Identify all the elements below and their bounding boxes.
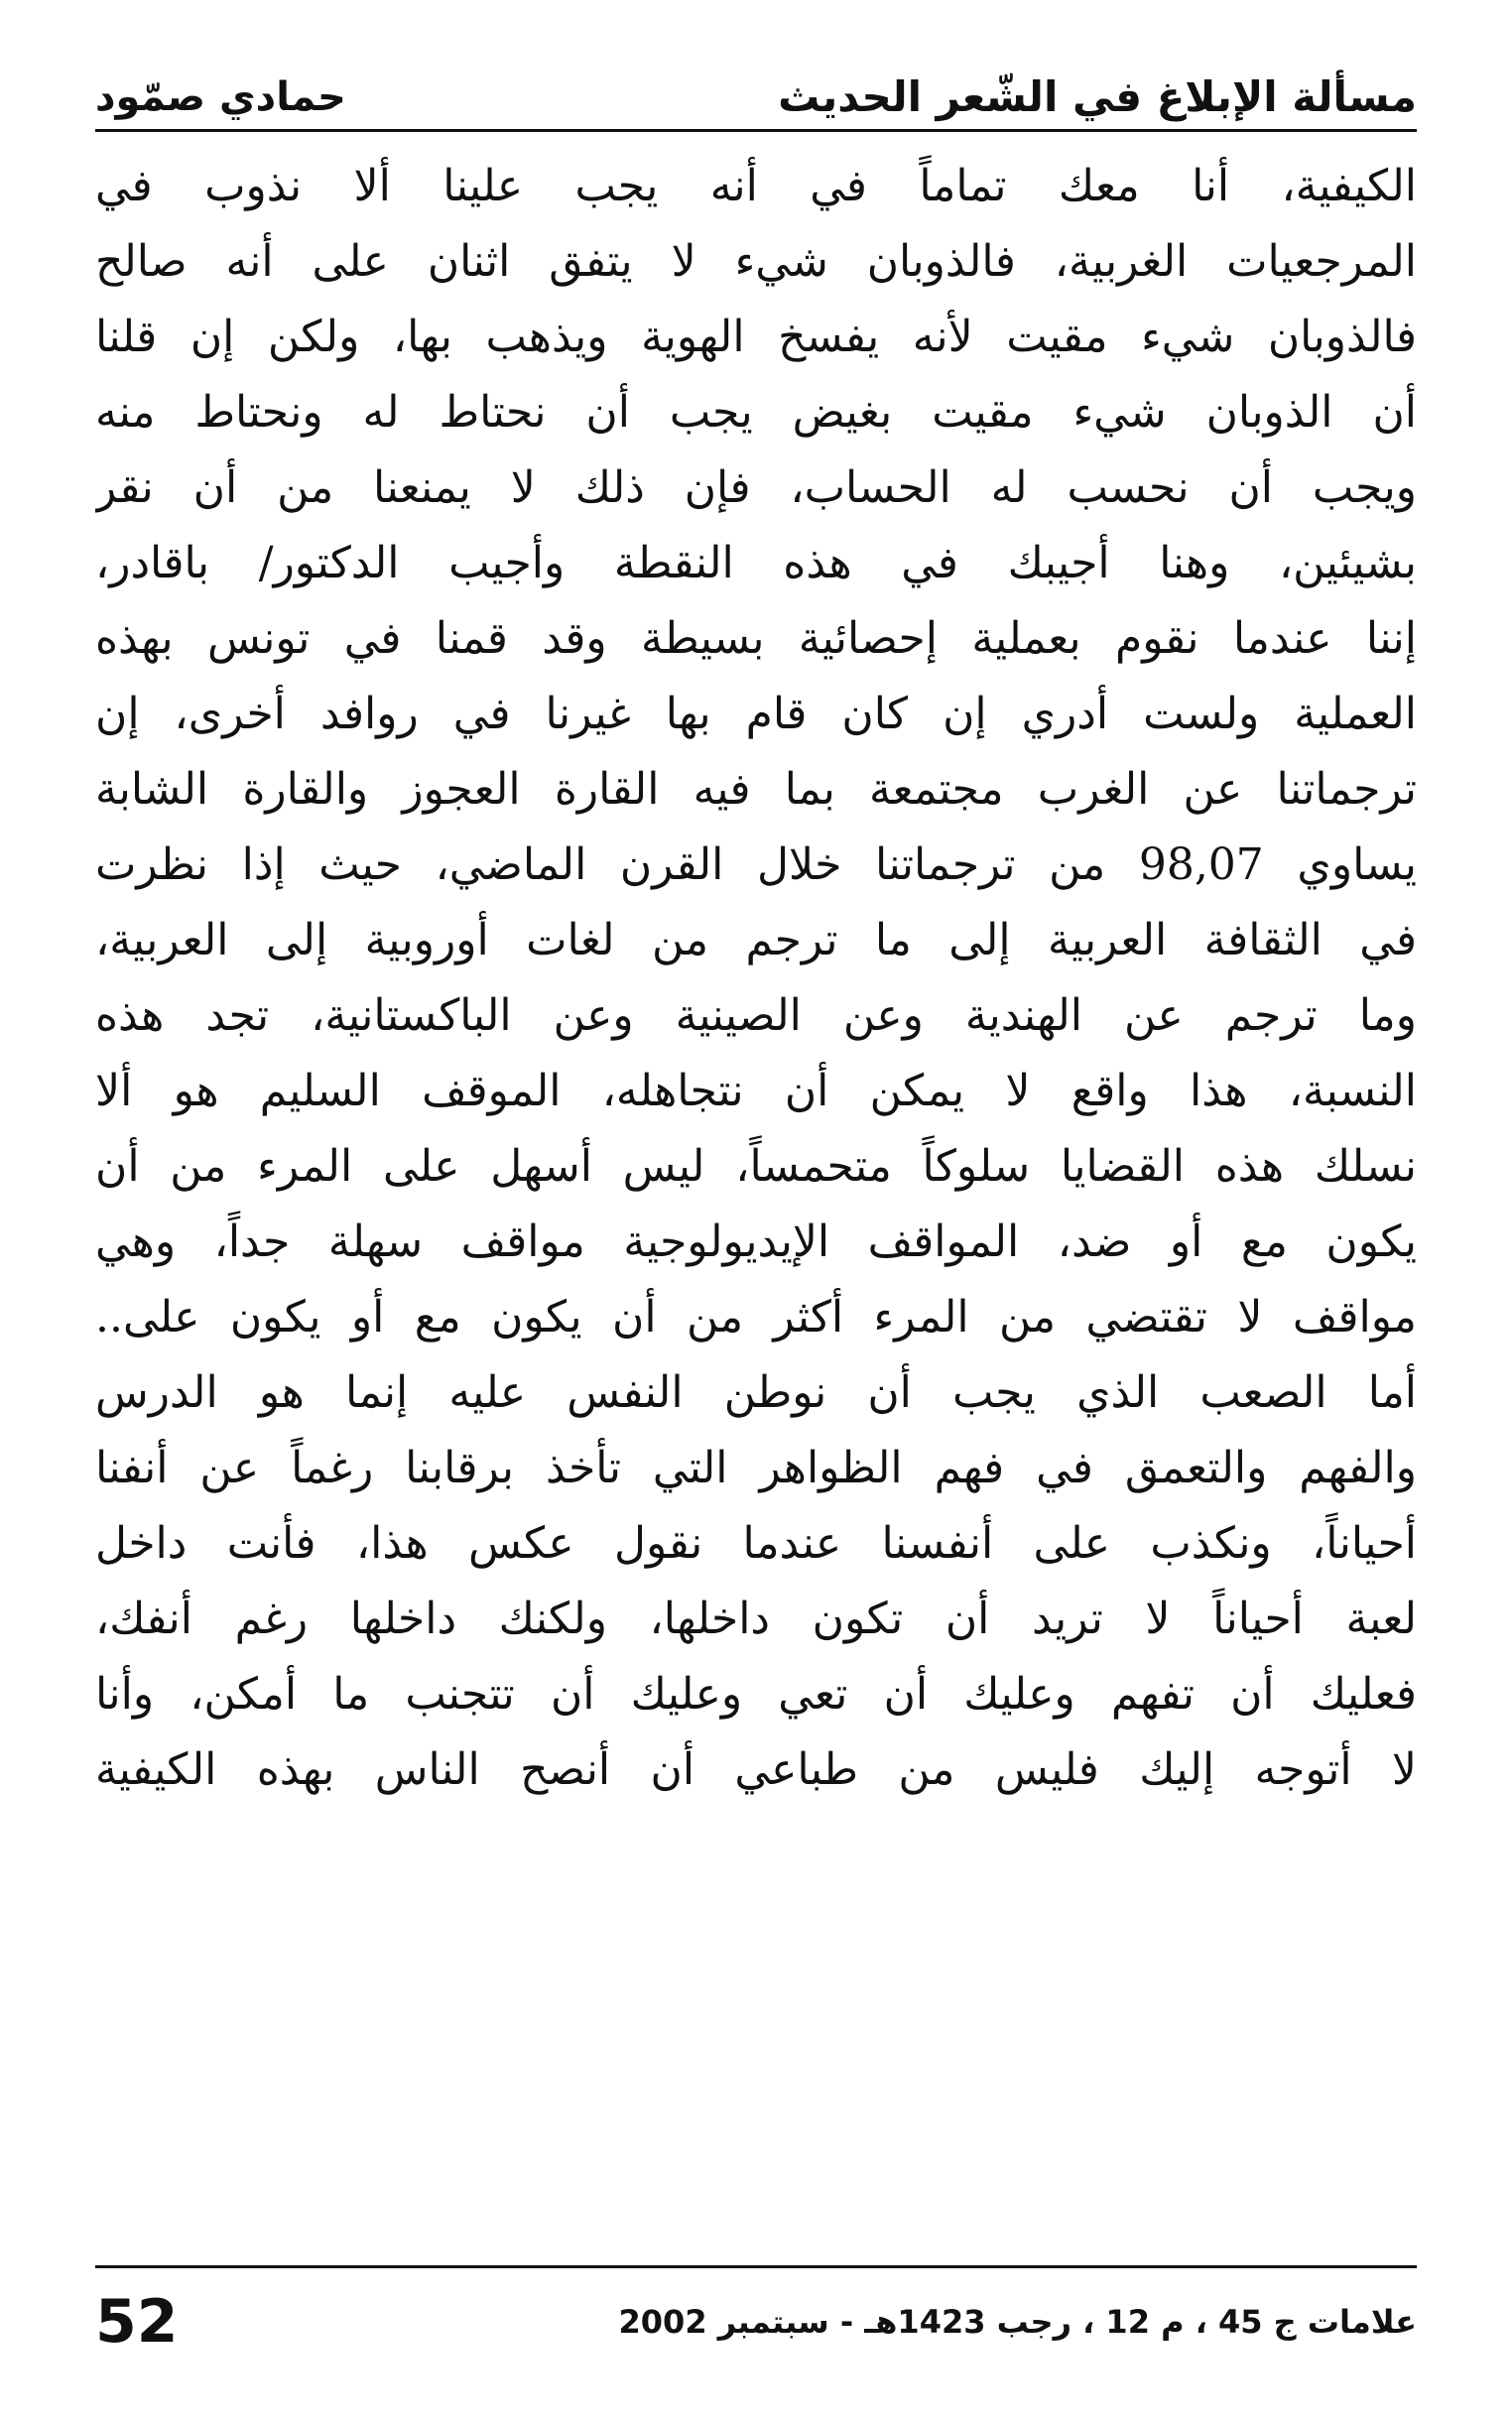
text-line: ترجماتنا عن الغرب مجتمعة بما فيه القارة العجوز والقارة الشابة: [95, 764, 1417, 815]
text-line: يكون مع أو ضد، المواقف الإيديولوجية مواقف سهلة جداً، وهي: [95, 1216, 1417, 1267]
text-line: لا أتوجه إليك فليس من طباعي أن أنصح الناس بهذه الكيفية: [95, 1744, 1417, 1795]
text-line: مواقف لا تقتضي من المرء أكثر من أن يكون مع أو يكون على..: [95, 1292, 1417, 1342]
text-line: بشيئين، وهنا أجيبك في هذه النقطة وأجيب الدكتور/ باقادر،: [95, 538, 1417, 588]
text-line: أما الصعب الذي يجب أن نوطن النفس عليه إنما هو الدرس: [95, 1367, 1417, 1418]
text-line: والفهم والتعمق في فهم الظواهر التي تأخذ برقابنا رغماً عن أنفنا: [95, 1443, 1417, 1493]
text-line: النسبة، هذا واقع لا يمكن أن نتجاهله، الموقف السليم هو ألا: [95, 1066, 1417, 1116]
text-line: لعبة أحياناً لا تريد أن تكون داخلها، ولكنك داخلها رغم أنفك،: [95, 1594, 1417, 1644]
author-name: حمادي صمّود: [95, 74, 346, 120]
article-title: مسألة الإبلاغ في الشّعر الحديث: [778, 72, 1417, 121]
text-line: فالذوبان شيء مقيت لأنه يفسخ الهوية ويذهب بها، ولكن إن قلنا: [95, 312, 1417, 362]
text-line: فعليك أن تفهم وعليك أن تعي وعليك أن تتجنب ما أمكن، وأنا: [95, 1669, 1417, 1720]
running-footer: [95, 2282, 1417, 2362]
page-number: 52: [95, 2287, 179, 2357]
text-line: المرجعيات الغربية، فالذوبان شيء لا يتفق اثنان على أنه صالح: [95, 236, 1417, 287]
journal-citation: علامات ج 45 ، م 12 ، رجب 1423هـ - سبتمبر 2002: [618, 2303, 1417, 2341]
text-line: نسلك هذه القضايا سلوكاً متحمساً، ليس أسهل على المرء من أن: [95, 1141, 1417, 1192]
text-line: في الثقافة العربية إلى ما ترجم من لغات أوروبية إلى العربية،: [95, 915, 1417, 965]
text-line: العملية ولست أدري إن كان قام بها غيرنا في روافد أخرى، إن: [95, 689, 1417, 739]
footer-rule: [95, 2265, 1417, 2268]
text-line: يساوي 98,07 من ترجماتنا خلال القرن الماضي، حيث إذا نظرت: [95, 839, 1417, 890]
body-text: [95, 149, 1417, 1808]
header-rule: [95, 129, 1417, 132]
running-header: [95, 48, 1417, 127]
text-line: أن الذوبان شيء مقيت بغيض يجب أن نحتاط له ونحتاط منه: [95, 387, 1417, 438]
text-line: ويجب أن نحسب له الحساب، فإن ذلك لا يمنعنا من أن نقر: [95, 462, 1417, 513]
text-line: إننا عندما نقوم بعملية إحصائية بسيطة وقد قمنا في تونس بهذه: [95, 613, 1417, 664]
text-line: أحياناً، ونكذب على أنفسنا عندما نقول عكس هذا، فأنت داخل: [95, 1518, 1417, 1569]
text-line: وما ترجم عن الهندية وعن الصينية وعن الباكستانية، تجد هذه: [95, 990, 1417, 1041]
text-line: الكيفية، أنا معك تماماً في أنه يجب علينا ألا نذوب في: [95, 161, 1417, 211]
